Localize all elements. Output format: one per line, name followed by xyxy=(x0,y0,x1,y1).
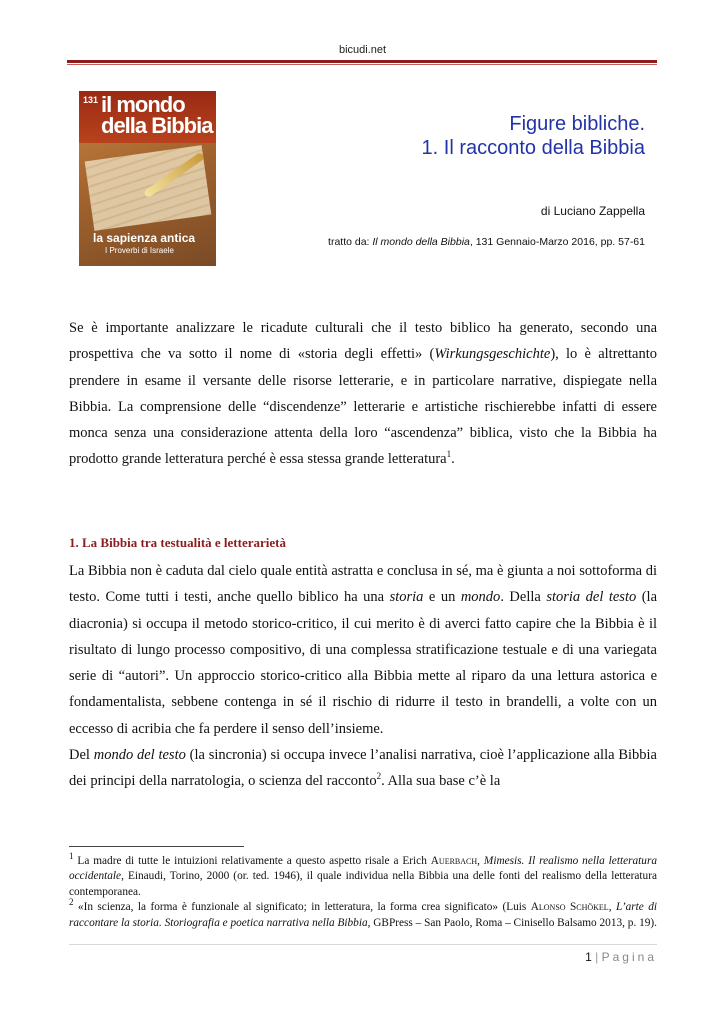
paragraph-diacronia: La Bibbia non è caduta dal cielo quale entità astratta e conclusa in sé, ma è giunta a noi sottoforma di testo. Come tutti i testi, anche quello biblico ha una storia e un mondo. Della storia del testo (la diacronia) si occupa il metodo storico-critico, il cui merito è di averci fatto capire che la Bibbia è il risultato di lungo processo compositivo, di una complessa stratificazione testuale e di una variegata serie di “autori”. Un approccio storico-critico alla Bibbia mette al riparo da una lettura astorica e fondamentalista, sebbene contenga in sé il rischio di ridurre il testo in brandelli, a volte con un eccesso di acribia che fa perdere il senso dell’insieme. xyxy=(69,563,658,737)
article-title-line1: Figure bibliche. xyxy=(509,113,645,135)
magazine-cover-image xyxy=(79,91,216,266)
footnote-2: $^2$ «In scienza, la forma è funzionale al significato; in letteratura, la forma crea significato» (Luis Alonso Schökel, L’arte di raccontare la storia. Storiografia e poetica narrativa nella Bibbia, GBPress – San Paolo, Roma – Cinisello Balsamo 2013, p. 19). xyxy=(69,897,657,929)
article-source xyxy=(240,236,645,248)
footnote-ref-2[interactable]: 2 xyxy=(376,771,382,782)
footnotes xyxy=(69,851,657,931)
article-title-line2: 1. Il racconto della Bibbia xyxy=(421,137,645,159)
paragraph-sincronia: Del mondo del testo (la sincronia) si occupa invece l’analisi narrativa, cioè l’applicazione alla Bibbia dei principi della narratologia, o scienza del racconto$^2$. Alla sua base c’è la xyxy=(69,747,657,790)
cover-title-line1: il mondo xyxy=(101,92,185,117)
cover-title-line2: della Bibbia xyxy=(101,113,213,138)
footnote-ref-1[interactable]: 1 xyxy=(446,449,452,460)
source-prefix: tratto da: xyxy=(328,236,373,248)
section-heading: 1. La Bibbia tra testualità e letterarietà xyxy=(69,535,286,550)
footnote-1: $^1$ La madre di tutte le intuizioni relativamente a questo aspetto risale a Erich Auerbach, Mimesis. Il realismo nella letteratura occidentale, Einaudi, Torino, 2000 (or. ted. 1946), il quale individua nella Bibbia una delle fonti del realismo della letteratura contemporanea. xyxy=(69,851,657,898)
article-title xyxy=(260,112,645,160)
article-author: di Luciano Zappella xyxy=(540,204,645,218)
header-rule xyxy=(67,60,657,63)
source-journal: Il mondo della Bibbia xyxy=(372,236,470,248)
header-rule-thin xyxy=(67,64,657,65)
page-number: 1 | Pagina xyxy=(585,950,657,964)
footer-rule xyxy=(69,944,657,945)
intro-paragraph: Se è importante analizzare le ricadute culturali che il testo biblico ha generato, secondo una prospettiva che va sotto il nome di «storia degli effetti» (Wirkungsgeschichte), lo è altrettanto prendere in esame il versante delle risorse letterarie, e in particolare narrative, dispiegate nella Bibbia. La comprensione delle “discendenze” letterarie e artistiche rischierebbe infatti di essere monca senza una considerazione attenta della loro “ascendenza” biblica, visto che la Bibbia ha prodotto grande letteratura perché è essa stessa grande letteratura$^1$. xyxy=(69,320,657,468)
cover-subtitle: la sapienza antica xyxy=(93,231,196,245)
source-suffix: , 131 Gennaio-Marzo 2016, pp. 57-61 xyxy=(469,236,645,248)
section-body xyxy=(69,558,657,795)
cover-issue-number: 131 xyxy=(83,95,99,105)
site-header: bicudi.net xyxy=(338,44,387,56)
footnote-separator xyxy=(69,846,244,847)
cover-subtitle-secondary: I Proverbi di Israele xyxy=(105,246,174,255)
